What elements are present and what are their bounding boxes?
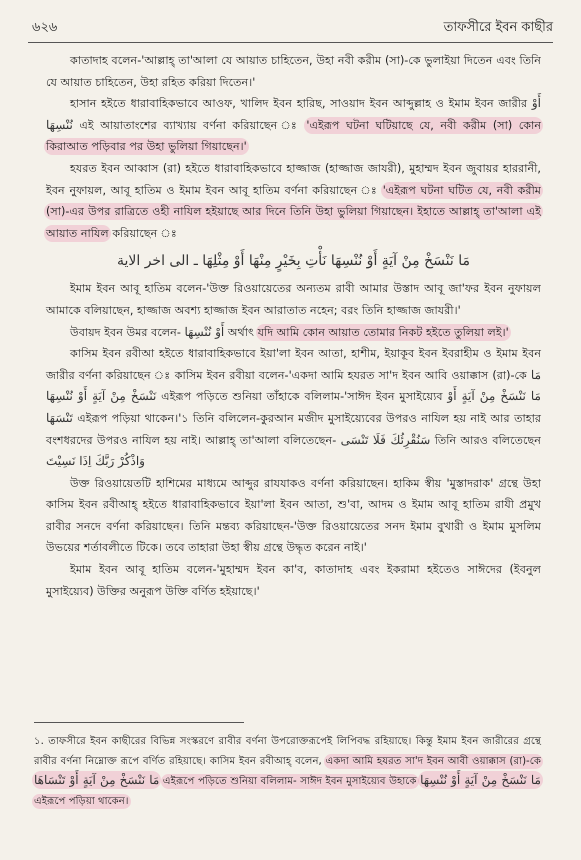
footnote-divider xyxy=(34,722,244,723)
paragraph-2-text-b: এই আয়াতাংশের ব্যাখ্যায় বর্ণনা করিয়াছেন ঃ xyxy=(79,118,300,132)
highlighted-text: 'এইরূপ ঘটনা ঘটিয়াছে যে, নবী করীম (সা) কোন কিরাআত পড়িবার পর উহা ভুলিয়া গিয়াছেন।' xyxy=(46,118,541,154)
paragraph-6-text: কাসিম ইবন রবীআ হইতে ধারাবাহিকভাবে ইয়া'লা ইবন আতা, হাশীম, ইয়াকূব ইবন ইবরাহীম ও ইমাম ইবন জারীর বর্ণনা করিয়াছেন ঃ কাসিম ইবন রবীয়া বলেন-'একদা আমি হযরত সা'দ ইবন আবি ওয়াক্কাস (রা)-কে xyxy=(46,347,541,382)
paragraph-6-text-d: তিনি আরও বলিতেছেন xyxy=(434,433,541,447)
paragraph-3 xyxy=(46,158,541,244)
paragraph-3-text: হযরত ইবন আব্বাস (রা) হইতে ধারাবাহিকভাবে হাজ্জাজ (হাজ্জাজ জাযরী), মুহাম্মদ ইবন জুবায়র হাররানী, ইবন নুফায়ল, আবূ হাতিম ও ইমাম ইবন আবূ হাতিম বর্ণনা করিয়াছেন ঃ xyxy=(46,161,541,197)
footnote-text-a: ১. তাফসীরে ইবন কাছীরের বিভিন্ন সংস্করণে রাবীর বর্ণনা উপরোক্তরূপেই লিপিবদ্ধ রহিয়াছে। কিন্তু ইমাম ইবন জারীরের গ্রন্থে রাবীর বর্ণনা নিম্নোক্ত রূপে বর্ণিত রহিয়াছে। কাসিম ইবন রবীআহ্ বলেন, xyxy=(34,736,541,767)
highlighted-text: এইরূপে পড়িতে শুনিয়া বলিলাম- সাঈদ ইবন মুসাইয়্যেব উহাকে xyxy=(162,776,417,788)
arabic-phrase: مَا نَنْسَخْ مِنْ آيَةٍ أَوْ تَنْسَهَا xyxy=(46,389,541,425)
paragraph-8: ইমাম ইবন আবূ হাতিম বলেন-'মুহাম্মদ ইবন কা'ব, কাতাদাহ এবং ইকরামা হইতেও সাঈদের (ইবনুল মুসাইয়্যেব) উক্তির অনুরূপ উক্তি বর্ণিত হইয়াছে।' xyxy=(46,563,541,598)
arabic-phrase: أَوْ نُنْسِهَا xyxy=(46,96,541,132)
page-header xyxy=(28,16,553,43)
paragraph-3-text-b: করিয়াছেন ঃ xyxy=(112,226,177,240)
main-text xyxy=(46,50,541,602)
arabic-phrase: مَا نَنْسَخْ مِنْ آيَةٍ أَوْ تَنْسَاهَا xyxy=(34,773,160,788)
arabic-phrase: سَنُقْرِئُكَ فَلَا تَنْسَى xyxy=(340,432,431,447)
page-number: ৬২৬ xyxy=(32,20,58,35)
highlighted-text: এইরূপে পড়িয়া থাকেন। xyxy=(34,795,129,807)
paragraph-5-text-b: অর্থাৎ xyxy=(227,325,254,339)
paragraph-2-text: হাসান হইতে ধারাবাহিকভাবে আওফ, খালিদ ইবন হারিছ, সাওয়াদ ইবন আব্দুল্লাহ ও ইমাম ইবন জারীর xyxy=(70,97,528,111)
arabic-phrase: مَا نَنْسَخْ مِنْ آيَةٍ أَوْ نُنْسِهَا xyxy=(420,773,541,788)
paragraph-6-text-c: এইরূপ পড়িয়া থাকেন।'১ তিনি বলিলেন-কুরআন মজীদ মুসাইয়্যেবের উপরও নাযিল হয় নাই আর তাহার বংশধরদের উপরও নাযিল হয় নাই। আল্লাহ্ তা'আলা বলিতেছেন- xyxy=(46,411,541,447)
footnote-text xyxy=(34,732,541,811)
book-title: তাফসীরে ইবন কাছীর xyxy=(443,20,553,35)
arabic-verse: مَا نَنْسَخْ مِنْ آيَةٍ أَوْ نُنْسِهَا نَأْتِ بِخَيْرٍ مِنْهَا أَوْ مِثْلِهَا ـ الى اخر الاية xyxy=(116,253,470,270)
paragraph-5-text: উবায়দ ইবন উমর বলেন- xyxy=(70,325,181,339)
paragraph-6-text-b: এইরূপ পড়িতে শুনিয়া তাঁহাকে বলিলাম-'সাঈদ ইবন মুসাইয়্যেব xyxy=(161,390,443,404)
highlighted-text: যদি আমি কোন আয়াত তোমার নিকট হইতে তুলিয়া লই।' xyxy=(257,325,509,339)
paragraph-2 xyxy=(46,93,541,158)
highlighted-text: 'এইরূপ ঘটনা ঘটিত যে, নবী করীম (সা)-এর উপর রাত্রিতে ওহী নাযিল হইয়াছে আর দিনে তিনি উহা ভুলিয়া গিয়াছেন। ইহাতে আল্লাহ্ তা'আলা এই আয়াত নাযিল xyxy=(46,183,542,240)
arabic-phrase: وَاذْكُرْ رَبَّكَ اِذَا نَسِيْتَ xyxy=(46,454,145,469)
paragraph-6 xyxy=(46,343,541,473)
arabic-phrase: مَا نَنْسَخْ مِنْ آيَةٍ أَوْ نُنْسِهَا xyxy=(46,367,541,404)
arabic-phrase: أَوْ نُنْسِهَا xyxy=(184,324,225,339)
highlighted-text: একদা আমি হযরত সা'দ ইবন আবী ওয়াক্কাস (রা)-কে xyxy=(325,755,541,767)
paragraph-4: ইমাম ইবন আবূ হাতিম বলেন-'উক্ত রিওয়ায়েতের অন্যতম রাবী আমার উস্তাদ আবূ জা'ফর ইবন নুফায়ল আমাকে বলিয়াছেন, হাজ্জাজ অবশ্য হাজ্জাজ ইবন আরাতাত নহেন; বরং তিনি হাজ্জাজ জাযরী।' xyxy=(46,282,541,317)
footnote xyxy=(34,732,541,811)
paragraph-5 xyxy=(46,322,541,344)
paragraph-1: কাতাদাহ বলেন-'আল্লাহ্ তা'আলা যে আয়াত চাহিতেন, উহা নবী করীম (সা)-কে ভুলাইয়া দিতেন এবং তিনি যে আয়াত চাহিতেন, উহা রহিত করিয়া দিতেন।' xyxy=(46,54,541,89)
paragraph-7: উক্ত রিওয়ায়েতটি হাশিমের মাধ্যমে আব্দুর রাযযাকও বর্ণনা করিয়াছেন। হাকিম স্বীয় 'মুস্তাদরাক' গ্রন্থে উহা কাসিম ইবন রবীআহ্ হইতে ধারাবাহিকভাবে ইয়া'লা ইবন আতা, শু'বা, আদম ও ইমাম আবূ হাতিম রাযী প্রমুখ রাবীর সনদে বর্ণনা করিয়াছেন। তিনি মন্তব্য করিয়াছেন-'উক্ত রিওয়ায়েতের সনদ ইমাম বুখারী ও ইমাম মুসলিম উভয়ের শর্তাবলীতে টিকে। তবে তাহারা উহা স্বীয় গ্রন্থে উদ্ধৃত করেন নাই।' xyxy=(46,476,541,555)
